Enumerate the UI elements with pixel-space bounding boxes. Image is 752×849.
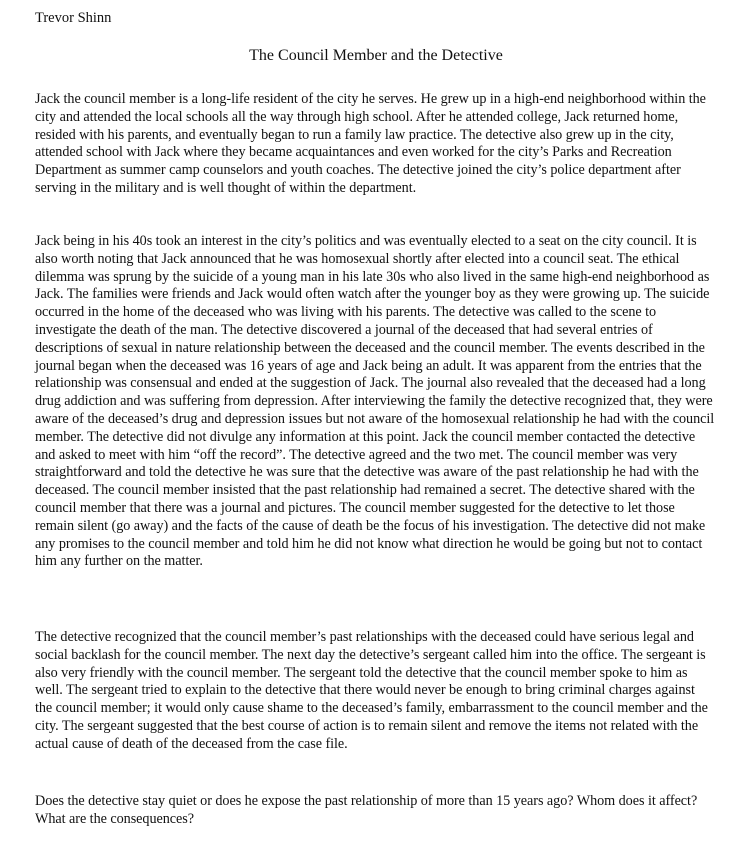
paragraph-dilemma: Jack being in his 40s took an interest in the city’s politics and was eventually elected to a seat on the city council. It is also worth noting that Jack announced that he was homosexual shortly after elected into a council seat. The ethical dilemma was sprung by the suicide of a young man in his late 30s who also lived in the same high-end neighborhood as Jack. The families were friends and Jack would often watch after the younger boy as they were growing up. The suicide occurred in the home of the deceased who was living with his parents. The detective was called to the scene to investigate the death of the man. The detective discovered a journal of the deceased that had several entries of descriptions of sexual in nature relationship between the deceased and the council member. The events described in the journal began when the deceased was 16 years of age and Jack being an adult. It was apparent from the entries that the relationship was consensual and ended at the suggestion of Jack. The journal also revealed that the deceased had a long drug addiction and was suffering from depression. After interviewing the family the detective recognized that, they were aware of the deceased’s drug and depression issues but not aware of the homosexual relationship he had with the council member. The detective did not divulge any information at this point. Jack the council member contacted the detective and asked to meet with him “off the record”. The detective agreed and the two met. The council member was very straightforward and told the detective he was sure that the detective was aware of the past relationship he had with the deceased. The council member insisted that the past relationship had remained a secret. The detective shared with the council member that there was a journal and pictures. The council member suggested for the detective to let those remain silent (go away) and the facts of the cause of death be the focus of his investigation. The detective did not make any promises to the council member and told him he did not know what direction he would be going but not to contact him any further on the matter. (35, 233, 715, 570)
author-name: Trevor Shinn (35, 10, 112, 26)
paragraph-questions: Does the detective stay quiet or does he expose the past relationship of more than 15 years ago? Whom does it affect? What are the consequences? (35, 793, 698, 827)
document-title: The Council Member and the Detective (249, 47, 503, 64)
paragraph-sergeant: The detective recognized that the council member’s past relationships with the deceased could have serious legal and social backlash for the council member. The next day the detective’s sergeant called him into the office. The sergeant is also very friendly with the council member. The sergeant told the detective that the council member spoke to him as well. The sergeant tried to explain to the detective that there would never be enough to bring criminal charges against the council member; it would only cause shame to the deceased’s family, embarrassment to the council member and the city. The sergeant suggested that the best course of action is to remain silent and remove the items not related with the actual cause of death of the deceased from the case file. (35, 629, 708, 752)
paragraph-background: Jack the council member is a long-life resident of the city he serves. He grew up in a high-end neighborhood within the city and attended the local schools all the way through high school. After he attended college, Jack returned home, resided with his parents, and eventually began to run a family law practice. The detective also grew up in the city, attended school with Jack where they became acquaintances and even worked for the city’s Parks and Recreation Department as summer camp counselors and youth coaches. The detective joined the city’s police department after serving in the military and is well thought of within the department. (35, 91, 706, 196)
